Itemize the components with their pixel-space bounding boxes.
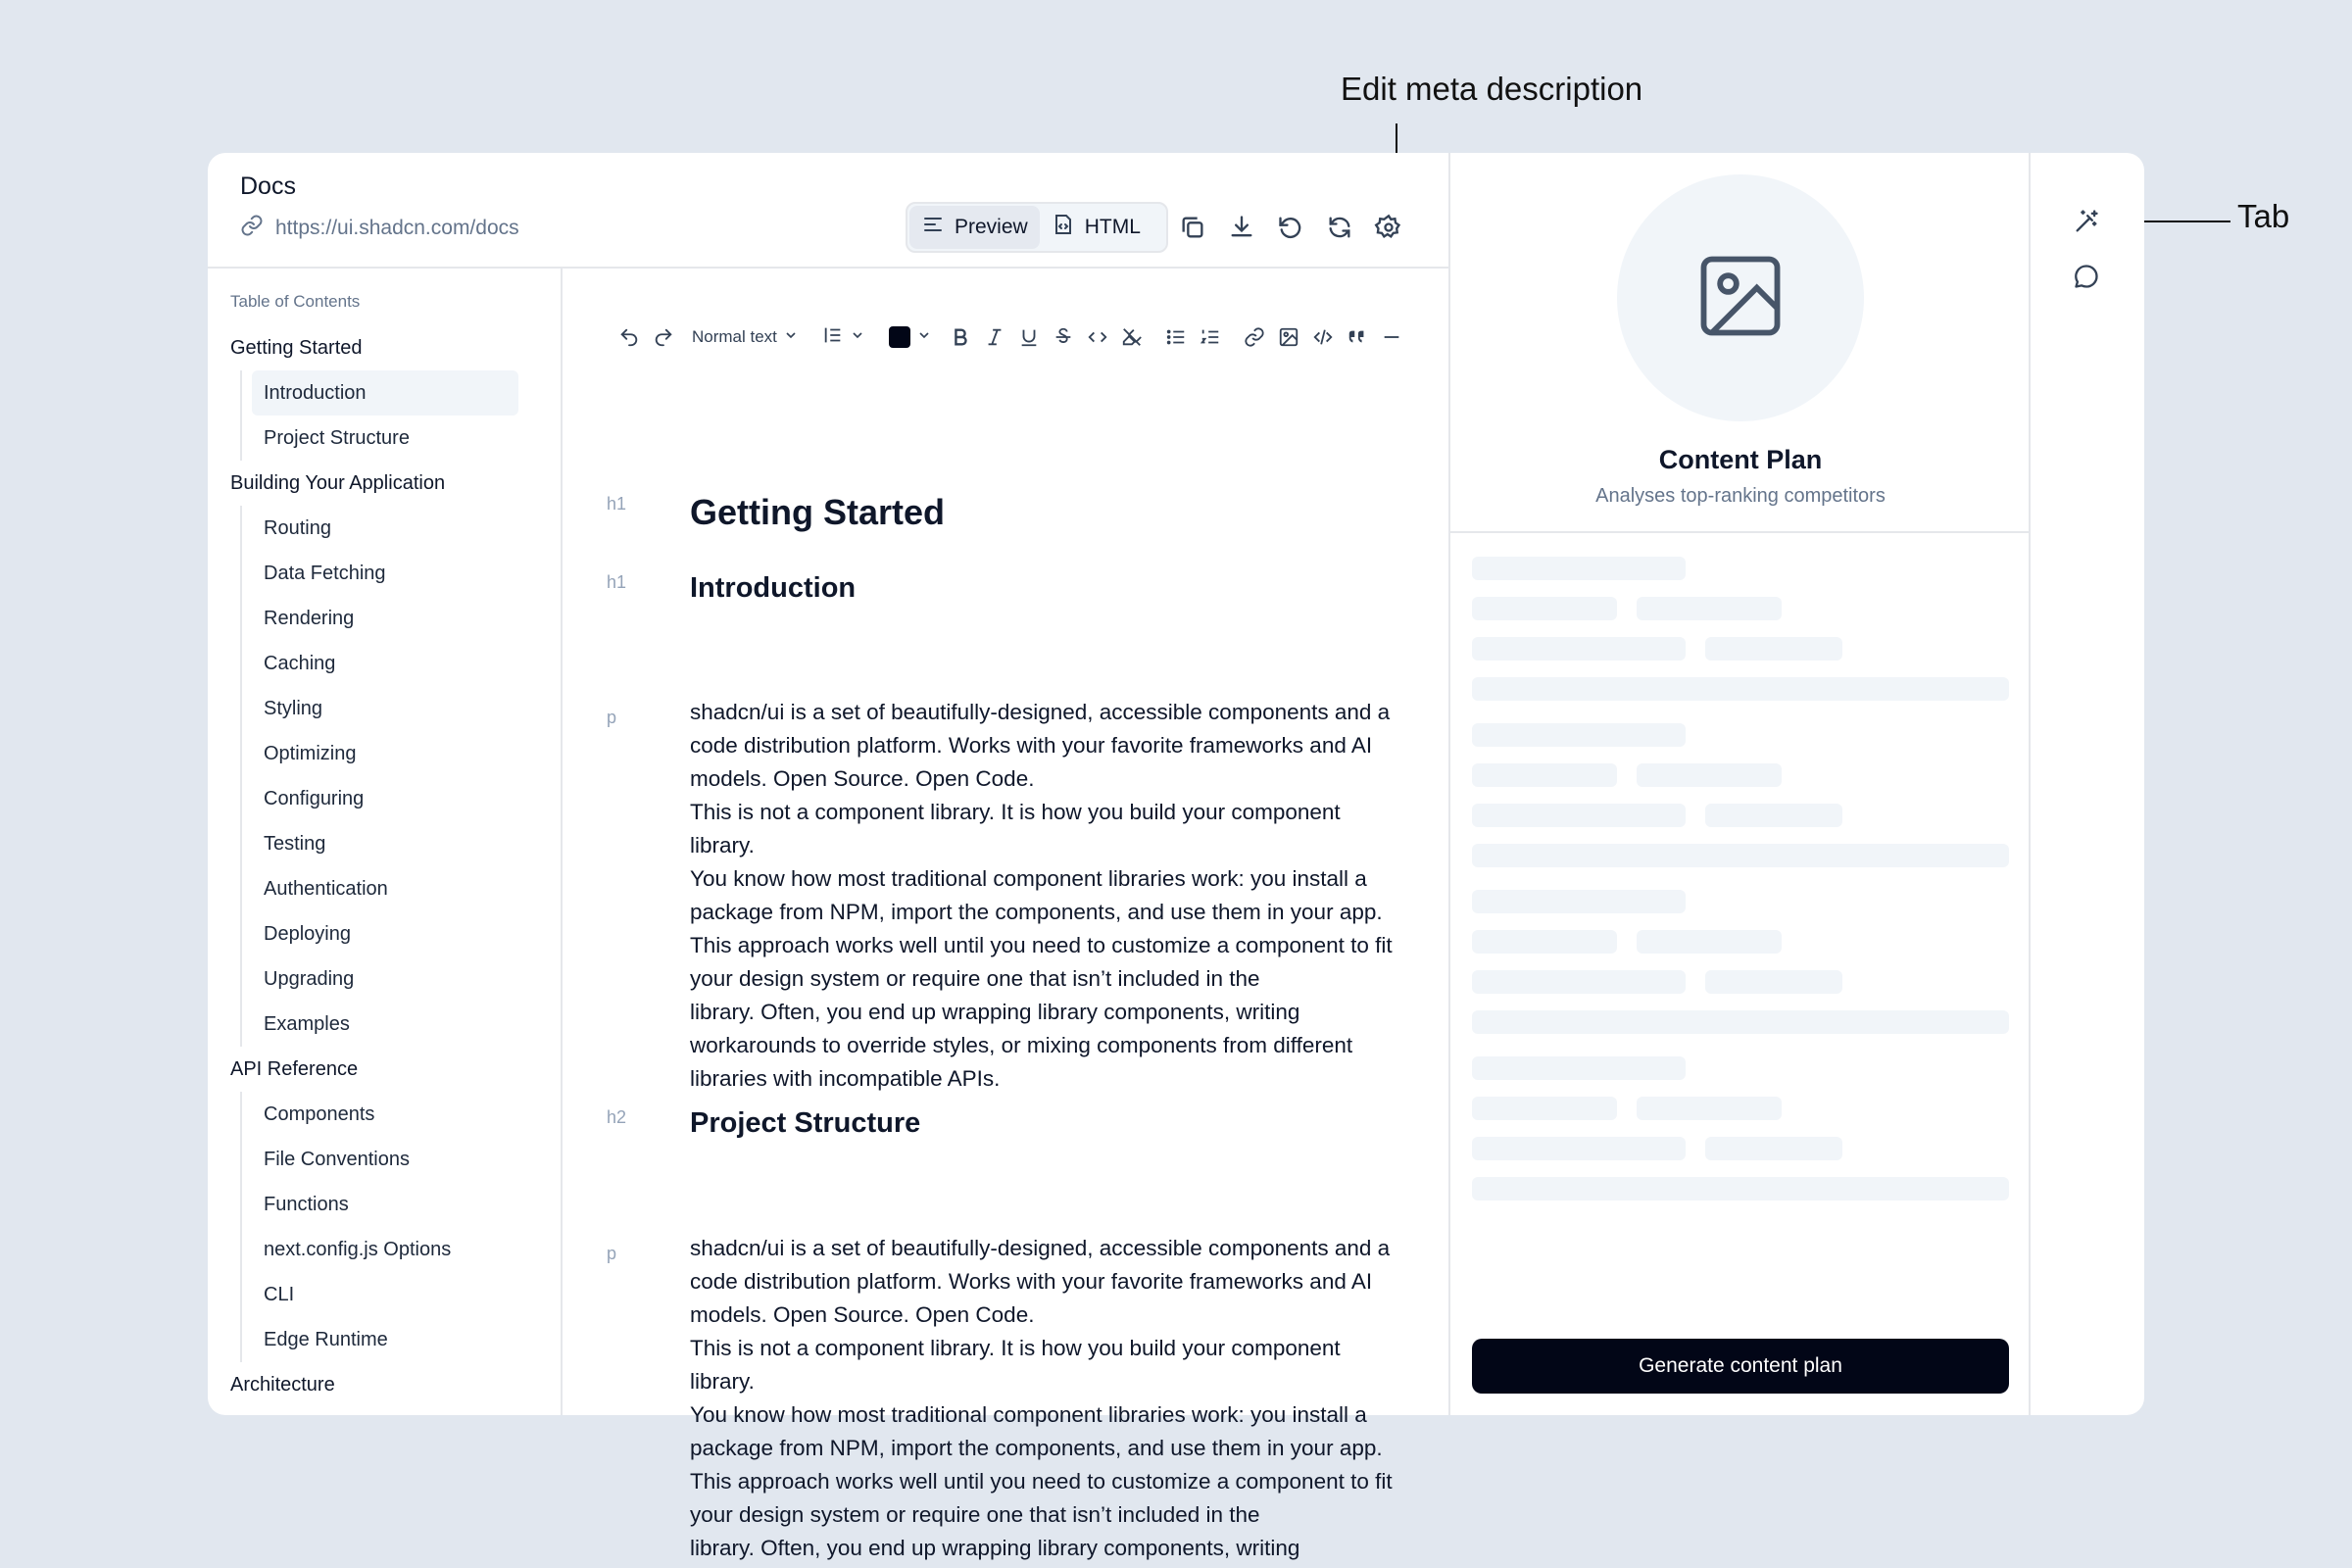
- strikethrough-icon[interactable]: [1047, 318, 1081, 357]
- toc-item[interactable]: Configuring: [264, 787, 365, 809]
- annotation-edit-meta: Edit meta description: [1341, 71, 1643, 107]
- toc-item[interactable]: Examples: [264, 1012, 350, 1035]
- line-height-select[interactable]: [810, 318, 877, 357]
- panel-subtitle: Analyses top-ranking competitors: [1595, 485, 1886, 507]
- skeleton-line: [1472, 763, 1617, 787]
- heading-1: Introduction: [690, 572, 857, 604]
- toc-item[interactable]: Components: [264, 1102, 375, 1125]
- skeleton-line: [1705, 804, 1842, 827]
- view-toggle: [906, 202, 1168, 253]
- refresh-icon[interactable]: [1323, 210, 1356, 245]
- content-plan-panel: [1450, 153, 2031, 1415]
- block-tag: h2: [607, 1107, 627, 1127]
- paragraph-line: your design system or require one that isn’t included in the: [690, 1502, 1260, 1527]
- toc-label: Table of Contents: [230, 292, 361, 311]
- skeleton-line: [1637, 597, 1782, 620]
- toc-section[interactable]: Getting Started: [230, 337, 363, 359]
- paragraph-line: You know how most traditional component libraries work: you install a: [690, 1402, 1367, 1427]
- line-height-icon: [822, 324, 844, 351]
- skeleton-line: [1472, 890, 1686, 913]
- block-type-value: Normal text: [692, 327, 777, 346]
- skeleton-line: [1472, 723, 1686, 747]
- skeleton-line: [1637, 763, 1782, 787]
- skeleton-line: [1472, 1137, 1686, 1160]
- color-swatch: [889, 326, 910, 348]
- paragraph-line: your design system or require one that isn’t included in the: [690, 966, 1260, 991]
- toc-group: [240, 1092, 546, 1362]
- toc-item[interactable]: Upgrading: [264, 967, 355, 990]
- align-left-icon: [921, 213, 945, 242]
- paragraph-line: library.: [690, 833, 755, 858]
- toc-item[interactable]: next.config.js Options: [264, 1238, 452, 1260]
- annotation-tab: Tab: [2237, 198, 2290, 234]
- skeleton-line: [1472, 1097, 1617, 1120]
- skeleton-line: [1705, 637, 1842, 661]
- block-tag: p: [607, 708, 617, 727]
- toc-item[interactable]: Authentication: [264, 877, 388, 900]
- html-tab[interactable]: [1040, 206, 1152, 249]
- header: [208, 153, 1450, 269]
- toc-item-project-structure[interactable]: Project Structure: [264, 426, 410, 449]
- text-color-select[interactable]: [877, 318, 944, 357]
- skeleton-line: [1472, 677, 2009, 701]
- block-tag: h1: [607, 572, 627, 592]
- toc-item[interactable]: Caching: [264, 652, 336, 674]
- quote-icon[interactable]: [1341, 318, 1375, 357]
- italic-icon[interactable]: [978, 318, 1012, 357]
- skeleton-line: [1472, 804, 1686, 827]
- download-icon[interactable]: [1225, 210, 1258, 245]
- skeleton-line: [1637, 1097, 1782, 1120]
- image-icon: [1691, 247, 1789, 350]
- paragraph-line: package from NPM, import the components, and use them in your app.: [690, 900, 1383, 924]
- code-block-icon[interactable]: [1306, 318, 1341, 357]
- paragraph-line: library.: [690, 1369, 755, 1394]
- header-actions: [1176, 210, 1405, 245]
- paragraph-line: package from NPM, import the components, and use them in your app.: [690, 1436, 1383, 1460]
- table-of-contents: [208, 269, 563, 1415]
- skeleton-line: [1472, 1177, 2009, 1200]
- gear-icon[interactable]: [1372, 210, 1405, 245]
- toc-item[interactable]: Routing: [264, 516, 331, 539]
- toc-item[interactable]: Functions: [264, 1193, 349, 1215]
- heading-1: Getting Started: [690, 492, 946, 532]
- paragraph-line: This approach works well until you need to customize a component to fit: [690, 1469, 1393, 1494]
- copy-icon[interactable]: [1176, 210, 1209, 245]
- paragraph: [690, 696, 1464, 1096]
- doc-url[interactable]: [240, 214, 519, 243]
- paragraph-line: libraries with incompatible APIs.: [690, 1066, 1001, 1091]
- bullet-list-icon[interactable]: [1159, 318, 1194, 357]
- toc-item-introduction[interactable]: Introduction: [252, 370, 518, 416]
- paragraph-line: This approach works well until you need to customize a component to fit: [690, 933, 1393, 957]
- toc-item[interactable]: Deploying: [264, 922, 351, 945]
- paragraph-line: models. Open Source. Open Code.: [690, 766, 1035, 791]
- toc-group: [240, 370, 546, 461]
- skeleton-line: [1472, 930, 1617, 954]
- panel-title: Content Plan: [1658, 445, 1823, 474]
- format-toolbar: [612, 318, 1409, 357]
- chevron-down-icon: [916, 327, 932, 348]
- toc-section[interactable]: Building Your Application: [230, 472, 446, 494]
- paragraph-line: workarounds to override styles, or mixing components from different: [690, 1033, 1353, 1057]
- toc-group: [240, 506, 546, 1047]
- preview-tab[interactable]: [909, 206, 1040, 249]
- heading-2: Project Structure: [690, 1107, 921, 1139]
- paragraph-line: library. Often, you end up wrapping library components, writing: [690, 1536, 1300, 1560]
- toc-section[interactable]: Architecture: [230, 1374, 335, 1396]
- paragraph: [690, 1232, 1464, 1565]
- ordered-list-icon[interactable]: [1194, 318, 1228, 357]
- toc-list: [230, 325, 546, 1407]
- generate-content-plan-button[interactable]: Generate content plan: [1472, 1339, 2009, 1394]
- toc-item[interactable]: File Conventions: [264, 1148, 410, 1170]
- panel-header: [1450, 153, 2031, 533]
- undo-icon[interactable]: [1274, 210, 1307, 245]
- paragraph-line: This is not a component library. It is how you build your component: [690, 1336, 1341, 1360]
- preview-label: Preview: [955, 216, 1028, 238]
- url-text: https://ui.shadcn.com/docs: [275, 217, 519, 239]
- horizontal-rule-icon[interactable]: [1375, 318, 1409, 357]
- paragraph-line: models. Open Source. Open Code.: [690, 1302, 1035, 1327]
- block-type-select[interactable]: [680, 318, 810, 357]
- inline-code-icon[interactable]: [1081, 318, 1115, 357]
- paragraph-line: shadcn/ui is a set of beautifully-designed, accessible components and a: [690, 1236, 1391, 1260]
- skeleton-line: [1705, 1137, 1842, 1160]
- link-icon[interactable]: [1238, 318, 1272, 357]
- app-window: [208, 153, 2144, 1560]
- image-placeholder: [1617, 174, 1864, 421]
- skeleton-line: [1637, 930, 1782, 954]
- paragraph-line: You know how most traditional component libraries work: you install a: [690, 866, 1367, 891]
- html-label: HTML: [1084, 216, 1141, 238]
- paragraph-line: library. Often, you end up wrapping library components, writing: [690, 1000, 1300, 1024]
- underline-icon[interactable]: [1012, 318, 1047, 357]
- image-icon[interactable]: [1272, 318, 1306, 357]
- main-column: [208, 153, 1450, 1560]
- chat-bubble-icon[interactable]: [2070, 259, 2103, 294]
- paragraph-line: code distribution platform. Works with your favorite frameworks and AI: [690, 1269, 1373, 1294]
- toc-item[interactable]: Rendering: [264, 607, 355, 629]
- paragraph-line: shadcn/ui is a set of beautifully-designed, accessible components and a: [690, 700, 1391, 724]
- block-tag: p: [607, 1244, 617, 1263]
- editor: [563, 269, 1450, 1560]
- undo-icon[interactable]: [612, 318, 646, 357]
- skeleton-line: [1472, 637, 1686, 661]
- toc-item[interactable]: Testing: [264, 832, 326, 855]
- link-icon: [240, 214, 264, 243]
- chevron-down-icon: [850, 327, 865, 348]
- paragraph-line: This is not a component library. It is how you build your component: [690, 800, 1341, 824]
- toc-item[interactable]: Data Fetching: [264, 562, 386, 584]
- side-rail: [2031, 153, 2144, 1415]
- wand-sparkles-icon[interactable]: [2070, 204, 2103, 239]
- skeleton-line: [1705, 970, 1842, 994]
- bold-icon[interactable]: [944, 318, 978, 357]
- skeleton-line: [1472, 597, 1617, 620]
- skeleton-line: [1472, 557, 1686, 580]
- file-code-icon: [1052, 213, 1075, 242]
- skeleton-line: [1472, 1010, 2009, 1034]
- redo-icon[interactable]: [646, 318, 680, 357]
- skeleton-line: [1472, 1056, 1686, 1080]
- skeleton-line: [1472, 970, 1686, 994]
- toc-item[interactable]: CLI: [264, 1283, 295, 1305]
- toc-item[interactable]: Styling: [264, 697, 323, 719]
- doc-title: Docs: [240, 172, 296, 200]
- block-tag: h1: [607, 494, 627, 514]
- skeleton-line: [1472, 844, 2009, 867]
- paragraph-line: code distribution platform. Works with your favorite frameworks and AI: [690, 733, 1373, 758]
- highlight-icon[interactable]: [1115, 318, 1150, 357]
- toc-item[interactable]: Edge Runtime: [264, 1328, 388, 1350]
- chevron-down-icon: [783, 327, 799, 348]
- toc-item[interactable]: Optimizing: [264, 742, 357, 764]
- toc-section[interactable]: API Reference: [230, 1058, 359, 1080]
